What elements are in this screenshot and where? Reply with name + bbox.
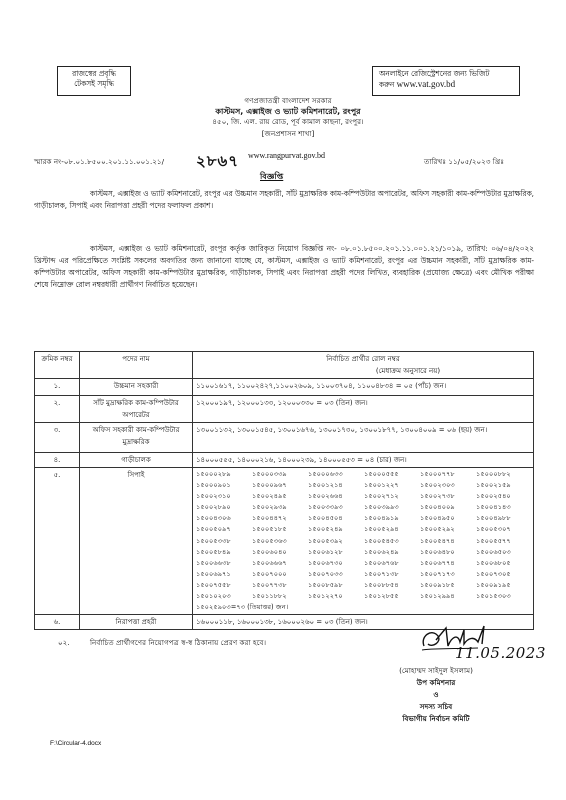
sipai-roll-grid <box>196 469 530 602</box>
row-rolls: ১৪০০০৫৫৫, ১৪০০০২১৬, ১৪০০০২৩৯, ১৪০০০৫৫৩ = ০৪ (চার) জন। <box>193 453 534 468</box>
sipai-roll: ১৫০০০৬৩৩ <box>308 470 343 478</box>
memo-ref-number: স্মারক নং-০৮.০১.৮৫০০.২০১.১১.০০১.২১/ <box>34 157 165 166</box>
table-row <box>35 453 534 468</box>
sipai-roll: ১৫০০১২২৭ <box>364 481 399 490</box>
sipai-roll: ১৫০০৫৩০৭ <box>476 525 511 534</box>
sipai-roll: ১৫০০৬৬৩৮ <box>196 558 231 567</box>
header-rolls <box>193 352 534 379</box>
vat-url-link[interactable]: www.vat.gov.bd <box>396 79 456 89</box>
note-number: ০২. <box>58 638 70 647</box>
table-row <box>35 423 534 453</box>
body-paragraph: কাস্টমস, এক্সাইজ ও ভ্যাট কমিশনারেট, রংপুর কর্তৃক জারিকৃত নিয়োগ বিজ্ঞপ্তি নং- ০৮.০১.৮৫০০.২০১.১১.০০১.২১/১০১৯, তারিখ: ০৬/০৪/২০২২ খ্রিস্টাব্দ এর পরিপ্রেক্ষিতে সংশ্লিষ্ট সকলের অবগতির জন্য জানানো যাচ্ছে যে, কাস্টমস, এক্সাইজ ও ভ্যাট কমিশনারেট, রংপুর এর উচ্চমান সহকারী, সাঁট মুদ্রাক্ষরিক কাম-কম্পিউটার অপারেটর, অফিস সহকারী কাম-কম্পিউটার মুদ্রাক্ষরিক, গাড়ীচালক, সিপাই এবং নিরাপত্তা প্রহরী পদের লিখিত, ব্যবহারিক (প্রযোজ্য ক্ষেত্রে) এবং মৌখিক পরীক্ষা শেষে নিম্নোক্ত রোল নম্বরধারী প্রার্থীগণ নির্বাচিত হয়েছেন। <box>34 244 534 289</box>
sipai-roll: ১৫০০০২৮৯ <box>196 470 231 478</box>
sipai-roll: ১৫০০২৫৪০ <box>476 492 511 501</box>
row-serial: ৬. <box>35 615 80 630</box>
sipai-roll: ১৫০০৭০০০ <box>252 569 287 578</box>
sipai-roll: ১৫০০২৭১২ <box>364 492 399 501</box>
row-serial: ৫. <box>35 468 80 615</box>
sipai-roll: ১৫০০৬২৪৯ <box>364 547 399 556</box>
website-link[interactable]: www.rangpurvat.gov.bd <box>248 151 325 160</box>
table-header-row <box>35 352 534 379</box>
header-post: পদের নাম <box>80 352 193 379</box>
sipai-roll: ১৫০১২৯৯৪ <box>420 592 455 601</box>
sipai-roll: ১৫০০৬৭৬৮ <box>364 558 399 567</box>
sipai-roll: ১৫০০৫৮৪৯ <box>196 547 231 556</box>
registration-box <box>372 66 520 96</box>
office-address: ৪৫০, জি. এল. রায় রোড, পূর্ব কামাল কাছনা, রংপুর। <box>212 117 364 126</box>
sipai-roll: ১৫০০৫২৯২ <box>420 525 455 534</box>
sipai-roll: ১৫০০৪৯১৯ <box>364 514 399 523</box>
row-rolls: ১১০০১৬১৭, ১১০০২৪২৭,১১০০২৬০৯, ১১০০৩৭০৪, ১১০০৪৮৩৪ = ০৫ (পাঁচ) জন। <box>193 379 534 396</box>
sipai-roll: ১৫০০৬০৪০ <box>252 547 287 556</box>
row-post: গাড়ীচালক <box>80 453 193 468</box>
intro-paragraph: কাস্টমস, এক্সাইজ ও ভ্যাট কমিশনারেট, রংপুর এর উচ্চমান সহকারী, সাঁট মুদ্রাক্ষরিক কাম-কম্পিউটার অপারেটর, অফিস সহকারী কাম-কম্পিউটার মুদ্রাক্ষরিক, গাড়ীচালক, সিপাই এবং নিরাপত্তা প্রহরী পদের ফলাফল প্রকাশ। <box>34 189 534 210</box>
sipai-roll: ১৫০০২৪৯৫ <box>252 492 287 501</box>
sipai-roll: ১৫০০৫২৪৯ <box>308 525 343 534</box>
sipai-roll: ১৫০০০৯৬৭ <box>252 481 287 490</box>
signer-name: (মোহাম্মদ সাইদুল ইসলাম) <box>399 666 473 675</box>
header <box>150 96 426 139</box>
sipai-roll: ১৫০০২৩১০ <box>196 492 231 501</box>
signer-designation: উপ কমিশনার <box>416 678 456 687</box>
sipai-roll: ১৫০০৯১৯৫ <box>476 580 511 589</box>
sipai-roll: ১৫০০৬৭৩০ <box>308 558 343 567</box>
note-text: নির্বাচিত প্রার্থীগণের নিয়োগপত্র স্ব-স্ব ঠিকানায় প্রেরণ করা হবে। <box>90 638 267 647</box>
sipai-roll: ১৫০০০৩৩৯ <box>252 470 287 478</box>
signature-date: 11.05.2023 <box>455 644 546 662</box>
sipai-roll: ১৫০০৬৬৬৭ <box>252 558 287 567</box>
row-post: নিরাপত্তা প্রহরী <box>80 615 193 630</box>
office-name: কাস্টমস, এক্সাইজ ও ভ্যাট কমিশনারেট, রংপুর <box>215 107 361 116</box>
row-serial: ৩. <box>35 423 80 453</box>
sipai-roll: ১৫০০৪০০৯ <box>420 503 455 512</box>
row-post: উচ্চমান সহকারী <box>80 379 193 396</box>
sipai-roll: ১৫০০৩৯৯৩ <box>364 503 399 512</box>
sipai-roll: ১৫০০৭৫৫৮ <box>196 580 231 589</box>
branch-name: [জনপ্রশাসন শাখা] <box>261 129 315 138</box>
sipai-roll: ১৫০০৮৮৫৪ <box>364 580 399 589</box>
sipai-roll: ১৫০০৪৩০৬ <box>196 514 231 523</box>
handwritten-memo-number: ২৮৬৭ <box>196 152 239 170</box>
sipai-roll: ১৫০০২১৫৯ <box>476 481 511 490</box>
row-rolls: ১২০০০১৯৭, ১২০০০১৩৩, ১২০০০৩৩০ = ০৩ (তিন) জন। <box>193 396 534 423</box>
sipai-roll: ১৫০০৪১৪৩ <box>476 503 511 512</box>
notice-title: বিজ্ঞপ্তি <box>260 172 284 181</box>
row-serial: ৪. <box>35 453 80 468</box>
sipai-roll: ১৫০০৬১২৮ <box>308 547 343 556</box>
row-post: সিপাই <box>80 468 193 615</box>
sipai-roll: ১৫০০৬৯৭১ <box>196 569 231 578</box>
memo-date: তারিখঃ ১১/০৫/২০২৩ খ্রিঃ <box>424 157 505 166</box>
sipai-roll: ১৫০০০৯০১ <box>196 481 231 490</box>
sipai-roll: ১৫০০৫১৮৫ <box>252 525 287 534</box>
memo-ref <box>34 157 164 167</box>
header-rolls-title: নির্বাচিত প্রার্থীর রোল নম্বর <box>326 355 400 363</box>
sipai-roll: ১৫০০৫২৯৪ <box>364 525 399 534</box>
sipai-roll: ১৫০০৯১৮৫ <box>420 580 455 589</box>
signer-role-2: বিভাগীয় নির্বাচন কমিটি <box>402 714 470 723</box>
signer-role-1: সদস্য সচিব <box>419 702 453 711</box>
row-rolls: ১৩০০১১৩২, ১৩০০১৫৪৫, ১৩০০১৬৭৬, ১৩০০১৭৩০, ১৩০০১৮৭৭, ১৩০০৪০০৯ = ০৬ (ছয়) জন। <box>193 423 534 453</box>
sipai-roll: ১৫০০৭১৩৮ <box>364 569 399 578</box>
sipai-roll: ১৫০০৪৯৫০ <box>420 514 455 523</box>
sipai-roll: ১৫০০২৩০৩ <box>420 481 455 490</box>
sipai-roll: ১৫০০৫৪৭৪ <box>420 536 455 545</box>
results-table <box>34 351 534 630</box>
table-row <box>35 396 534 423</box>
slogan-box <box>57 66 131 96</box>
sipai-roll: ১৫০১৫৩০৩ <box>476 592 511 601</box>
sipai-roll: ১৫০১২৮৫৫ <box>364 592 399 601</box>
sipai-roll: ১৫০০৭১৭৩ <box>420 569 455 578</box>
sipai-roll: ১৫০০০৫৫৫ <box>364 470 399 478</box>
registration-prefix: করুন <box>379 80 397 89</box>
sipai-roll: ১৫০০৭০৩৩ <box>308 569 343 578</box>
footer-file-path: F:\Circular-4.docx <box>50 740 102 747</box>
row-post: সাঁট মুদ্রাক্ষরিক কাম-কম্পিউটার অপারেটর <box>80 396 193 423</box>
sipai-roll: ১৫০০৬৮০৫ <box>476 558 511 567</box>
sipai-roll: ১৫০০০৮৮২ <box>476 470 511 478</box>
sipai-roll: ১৫০০২৮৯০ <box>196 503 231 512</box>
sipai-roll: ১৫০০৬৫০৩ <box>476 547 511 556</box>
sipai-roll: ১৫০০৫০৯৭ <box>196 525 231 534</box>
sipai-roll: ১৫০০৬৭৭৪ <box>420 558 455 567</box>
sipai-roll: ১৫০০৫৪৫৩ <box>364 536 399 545</box>
row-post: অফিস সহকারী কাম-কম্পিউটার মুদ্রাক্ষরিক <box>80 423 193 453</box>
row-serial: ১. <box>35 379 80 396</box>
sipai-roll: ১৫০০২৬৬৪ <box>308 492 343 501</box>
sipai-roll: ১৫০০৩৩৯৩ <box>308 503 343 512</box>
sipai-roll: ১৫০১১৮৮২ <box>252 592 287 601</box>
sipai-roll: ১৫০০৪৯৮৮ <box>476 514 511 523</box>
sipai-roll: ১৫০০২৭৩৮ <box>420 492 455 501</box>
table-row <box>35 468 534 615</box>
row-rolls-sipai <box>193 468 534 615</box>
signer-and: ও <box>433 690 439 699</box>
header-serial: ক্রমিক নম্বর <box>35 352 80 379</box>
sipai-roll: ১৫০১০২০৩ <box>196 592 231 601</box>
sipai-roll: ১৫০০৮৫৯৮ <box>308 580 343 589</box>
sipai-total: ১৫০২৫৯০৩=৭৩ (তিয়াত্তর) জন। <box>196 603 289 612</box>
sipai-roll: ১৫০০৫৫৭৭ <box>476 536 511 545</box>
sipai-roll: ১৫০০১২১৪ <box>308 481 343 490</box>
sipai-roll: ১৫০০৪৪৭২ <box>252 514 287 523</box>
sipai-roll: ১৫০০৭৩০৫ <box>476 569 511 578</box>
sipai-roll: ১৫০১২২৭০ <box>308 592 343 601</box>
gov-name: গণপ্রজাতন্ত্রী বাংলাদেশ সরকার <box>244 96 332 105</box>
sipai-roll: ১৫০০৭৭৩৮ <box>252 580 287 589</box>
sipai-roll: ১৫০০০৭৭৮ <box>420 470 455 478</box>
signature-block <box>356 665 516 725</box>
row-rolls: ১৬০০০১১৮, ১৬০০০১৩৮, ১৬০০০২৬০ = ০৩ (তিন) জন। <box>193 615 534 630</box>
registration-line-1: অনলাইনে রেজিস্ট্রেশনের জন্য ভিজিট <box>379 69 490 78</box>
table-row <box>35 379 534 396</box>
registration-line-2 <box>379 79 519 90</box>
sipai-roll: ১৫০০৬৪৮০ <box>420 547 455 556</box>
slogan-line-2: টেকসই সমৃদ্ধি <box>74 79 114 88</box>
sipai-roll: ১৫০০৫৩৬৩ <box>252 536 287 545</box>
sipai-roll: ১৫০০৫৩৯২ <box>308 536 343 545</box>
header-rolls-sub: (মেধাক্রম অনুসারে নয়) <box>375 367 441 375</box>
sipai-roll: ১৫০০২৯৩৯ <box>252 503 287 512</box>
sipai-roll: ১৫০০৪৫০৪ <box>308 514 343 523</box>
row-serial: ২. <box>35 396 80 423</box>
sipai-roll: ১৫০০৫৩৩৮ <box>196 536 231 545</box>
slogan-line-1: রাজস্বের প্রবৃদ্ধি <box>72 69 116 78</box>
